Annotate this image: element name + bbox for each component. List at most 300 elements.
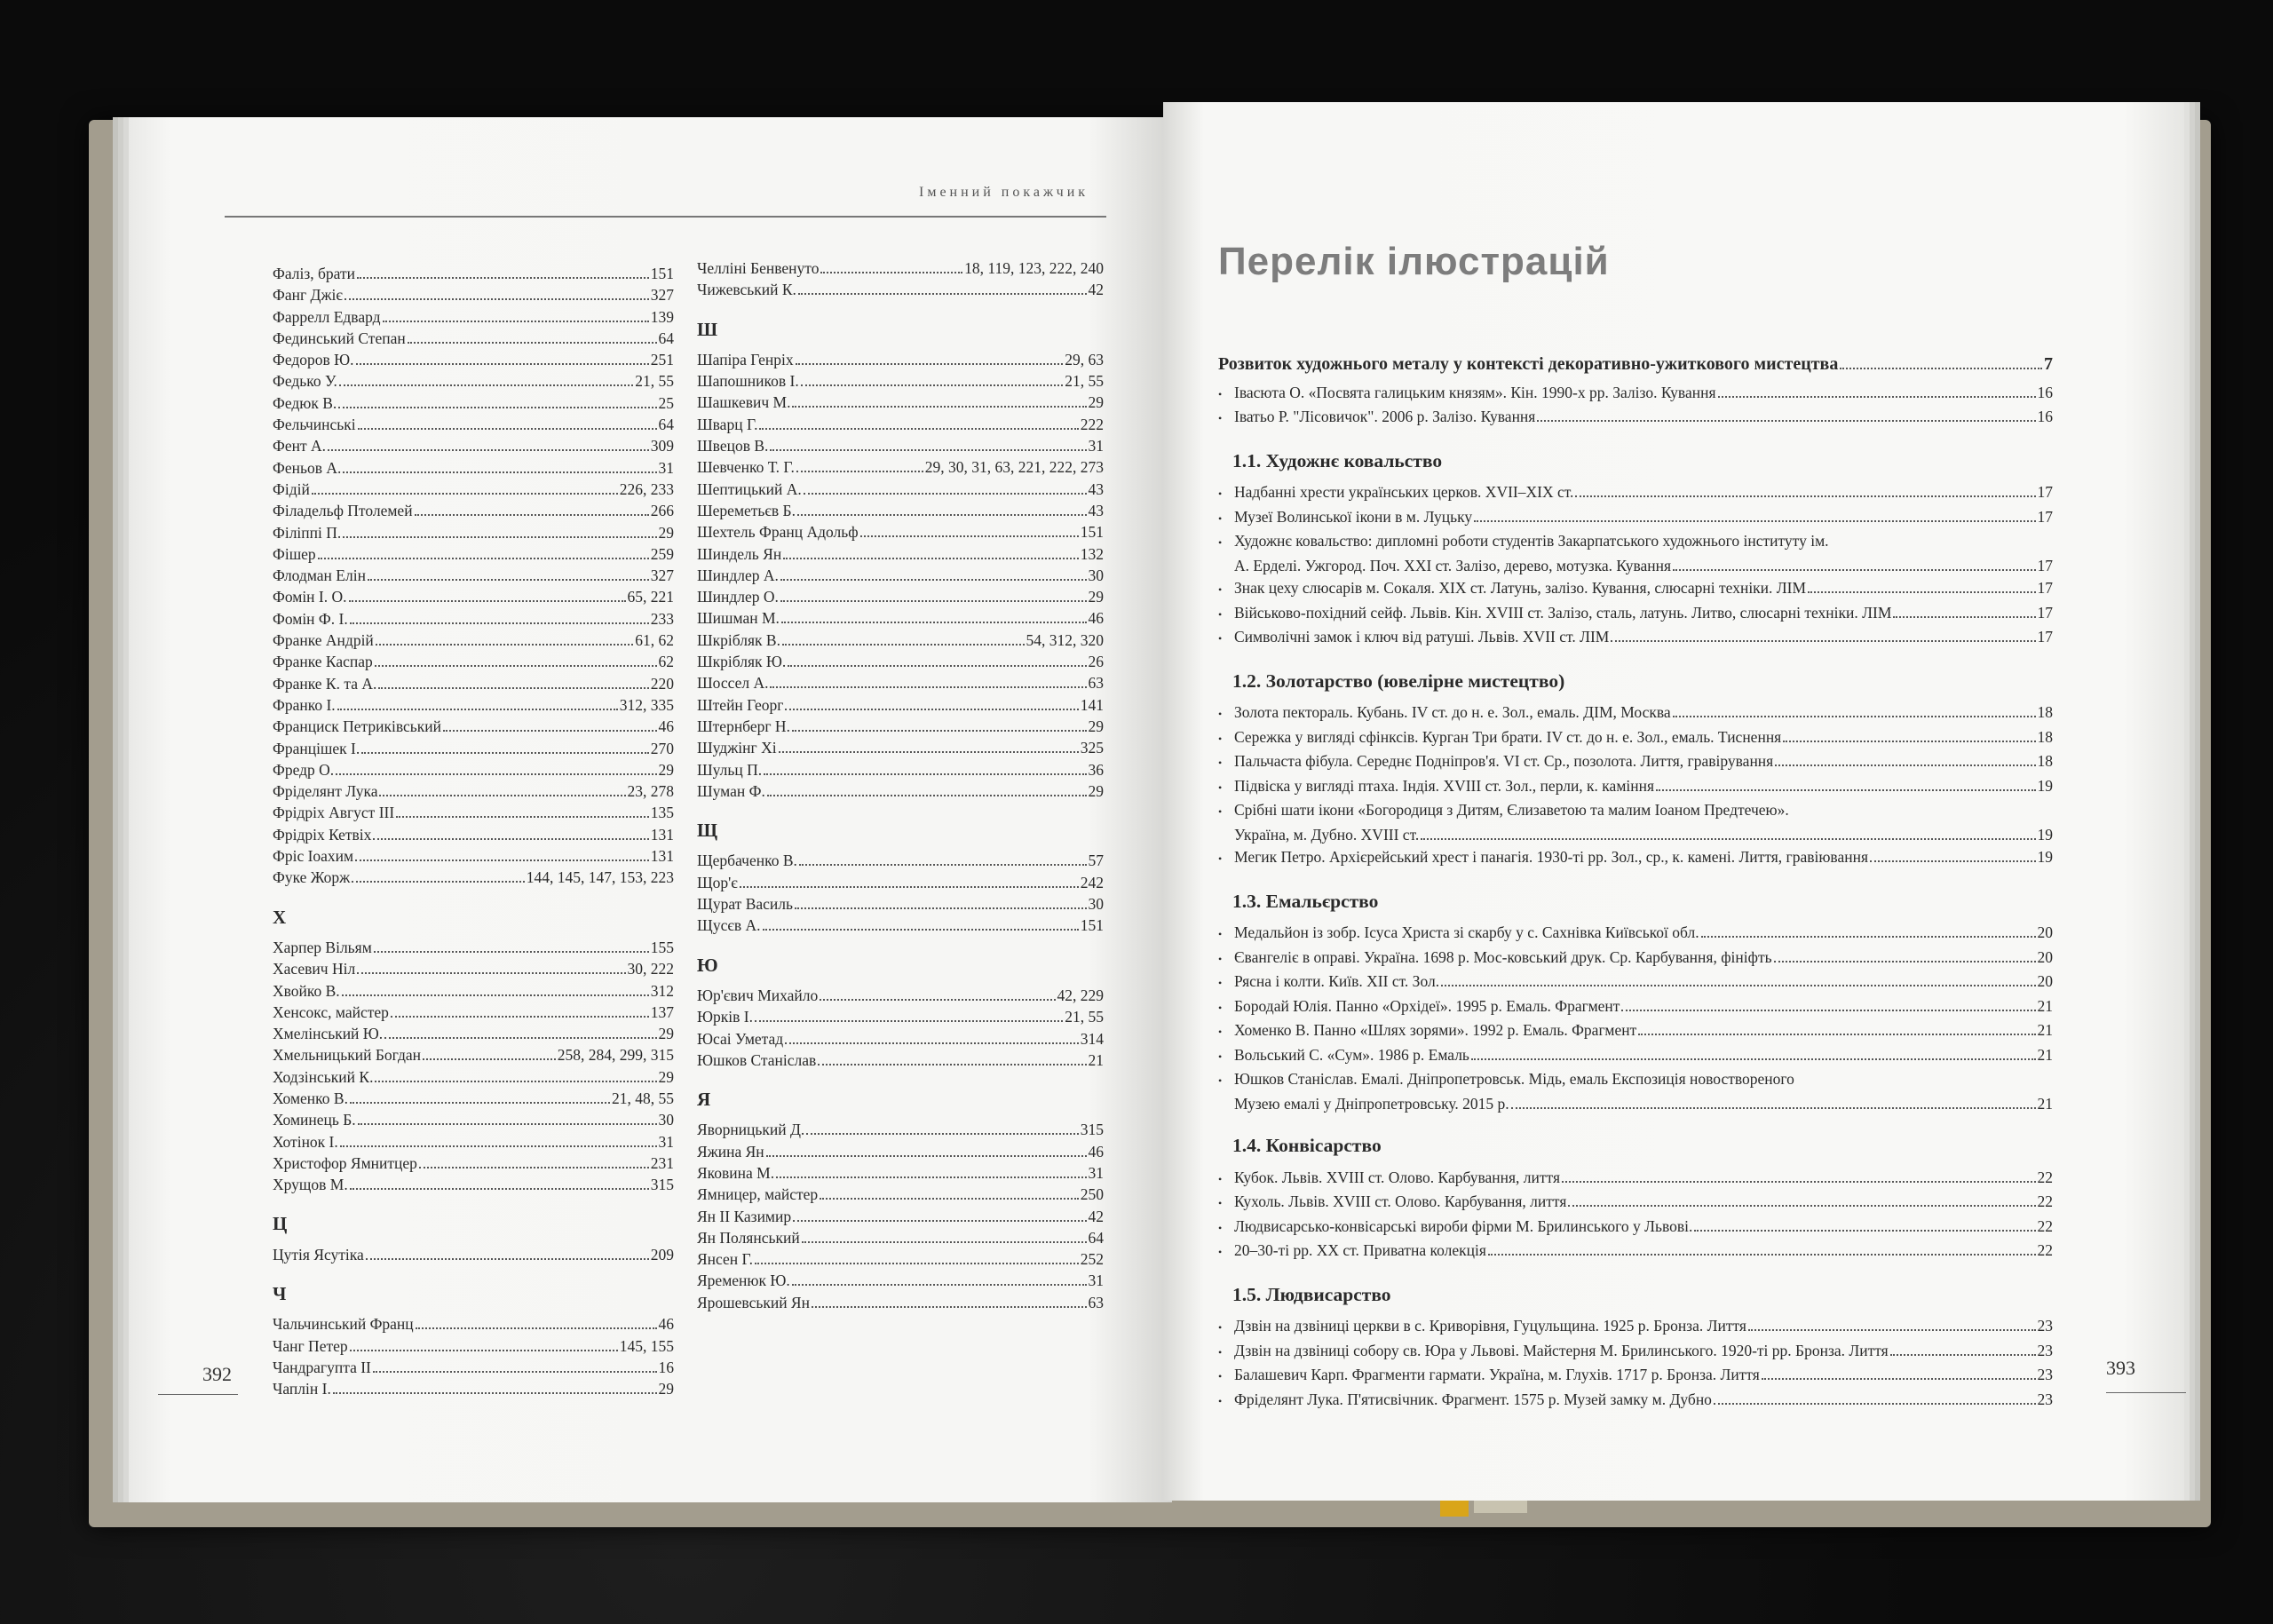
index-entry — [273, 457, 674, 479]
index-entry — [273, 1378, 674, 1399]
item-text: Євангеліє в оправі. Україна. 1698 р. Мос-ковський друк. Ср. Карбування, фініфть — [1234, 947, 1772, 966]
item-text: Військово-похідний сейф. Львів. Кін. XVIII ст. Залізо, сталь, латунь. Литво, слюсарні техніки. ЛІМ — [1234, 603, 1892, 622]
dot-leader — [375, 665, 657, 667]
entry-name: Шашкевич М. — [697, 393, 791, 412]
entry-pages: 141 — [1080, 695, 1104, 714]
item-page: 18 — [2037, 703, 2053, 721]
item-line — [1218, 799, 2053, 824]
dot-leader — [366, 1258, 649, 1260]
entry-pages: 259 — [650, 544, 674, 563]
illustrations-list — [1218, 353, 2053, 1413]
item-text: Івасюта О. «Посвята галицьким князям». Кін. 1990-х рр. Залізо. Кування — [1234, 383, 1716, 401]
illustration-item — [1218, 382, 2053, 407]
index-entry — [273, 845, 674, 867]
illustration-item — [1218, 602, 2053, 627]
dot-leader — [1421, 838, 2035, 840]
dot-leader — [1656, 789, 2035, 791]
entry-pages: 270 — [650, 739, 674, 757]
index-entry — [697, 915, 1104, 936]
index-column-1 — [273, 263, 674, 1400]
item-page: 20 — [2037, 923, 2053, 941]
bullet-icon: • — [1218, 928, 1223, 940]
item-text: Знак цеху слюсарів м. Сокаля. XIX ст. Латунь, залізо. Кування, слюсарні техніки. ЛІМ — [1234, 579, 1807, 597]
item-page: 21 — [2037, 1021, 2053, 1039]
item-text: Підвіска у вигляді птаха. Індія. XVIII ст. Зол., перли, к. каміння — [1234, 776, 1655, 795]
dot-leader — [342, 994, 649, 996]
entry-name: Штейн Георг — [697, 695, 784, 714]
index-entry — [697, 586, 1104, 607]
entry-name: Чандрагупта ІІ — [273, 1358, 371, 1376]
entry-name: Цутія Ясутіка — [273, 1245, 364, 1264]
dot-leader — [767, 795, 1087, 796]
illustration-item — [1218, 846, 2053, 871]
page-number-right: 393 — [2106, 1357, 2135, 1379]
bullet-icon: • — [1218, 487, 1223, 500]
item-page: 22 — [2037, 1192, 2053, 1210]
bullet-icon: • — [1218, 952, 1223, 965]
dot-leader — [339, 384, 633, 386]
entry-name: Фріделянт Лука — [273, 782, 378, 801]
dot-leader — [782, 644, 1025, 646]
dot-leader — [1638, 1034, 2035, 1035]
bullet-icon: • — [1218, 1001, 1223, 1014]
dot-leader — [1621, 1010, 2035, 1011]
entry-name: Шварц Г. — [697, 415, 758, 433]
index-entry — [697, 607, 1104, 629]
dot-leader — [419, 1167, 649, 1168]
bullet-icon: • — [1218, 757, 1223, 769]
entry-pages: 29 — [658, 760, 674, 779]
index-entry — [697, 1141, 1104, 1162]
item-text: Художнє ковальство: дипломні роботи студентів Закарпатського художнього інституту ім. — [1234, 532, 1829, 550]
dot-leader — [343, 471, 656, 473]
dot-leader — [384, 1037, 656, 1039]
entry-pages: 46 — [1088, 609, 1104, 628]
entry-name: Франке К. та А. — [273, 674, 377, 693]
index-entry — [697, 543, 1104, 565]
dot-leader — [318, 558, 649, 559]
entry-pages: 21, 48, 55 — [612, 1089, 674, 1107]
index-entry — [697, 630, 1104, 651]
dot-leader — [443, 730, 657, 732]
index-entry — [697, 694, 1104, 716]
entry-name: Хасевич Ніл — [273, 960, 356, 978]
index-entry — [697, 651, 1104, 672]
entry-pages: 64 — [658, 416, 674, 434]
index-entry — [273, 370, 674, 392]
item-text: Срібні шати ікони «Богородиця з Дитям, Єлизаветою та малим Іоаном Предтечею». — [1234, 801, 1789, 819]
dot-leader — [1568, 1205, 2035, 1207]
bullet-icon: • — [1218, 780, 1223, 794]
entry-name: Шевченко Т. Г. — [697, 458, 795, 477]
dot-leader — [792, 730, 1087, 732]
index-entry — [273, 263, 674, 284]
item-text: 20–30-ті рр. XX ст. Приватна колекція — [1234, 1241, 1486, 1259]
bullet-icon: • — [1218, 1197, 1223, 1209]
dot-leader — [356, 363, 649, 365]
entry-name: Фуке Жорж — [273, 868, 351, 887]
index-entry — [697, 1227, 1104, 1248]
entry-pages: 251 — [650, 351, 674, 369]
dot-leader — [780, 579, 1087, 581]
bullet-icon: • — [1218, 607, 1223, 621]
dot-leader — [423, 1058, 556, 1060]
illustration-item — [1218, 1216, 2053, 1240]
index-entry — [273, 867, 674, 888]
bullet-icon: • — [1218, 805, 1223, 818]
entry-name: Ян Полянський — [697, 1228, 800, 1247]
entry-name: Федюк В. — [273, 393, 337, 412]
dot-leader — [1893, 616, 2035, 618]
dot-leader — [361, 752, 648, 754]
dot-leader — [1562, 1181, 2035, 1183]
entry-name: Яжина Ян — [697, 1142, 764, 1161]
entry-name: Фединський Степан — [273, 329, 406, 347]
index-entry — [697, 456, 1104, 478]
index-entry — [273, 306, 674, 328]
item-page: 18 — [2037, 752, 2053, 770]
item-page: 21 — [2037, 1045, 2053, 1064]
dot-leader — [358, 1123, 657, 1125]
entry-pages: 144, 145, 147, 153, 223 — [526, 868, 674, 887]
item-page: 19 — [2037, 776, 2053, 795]
dot-leader — [770, 686, 1086, 688]
dot-leader — [376, 644, 633, 646]
entry-name: Юсаі Уметад — [697, 1029, 784, 1048]
entry-pages: 312 — [650, 981, 674, 1000]
index-entry — [273, 1335, 674, 1357]
illustration-item — [1218, 406, 2053, 431]
index-entry — [273, 1131, 674, 1153]
entry-pages: 226, 233 — [619, 479, 674, 498]
illustration-item — [1218, 970, 2053, 995]
entry-name: Шиндлер А. — [697, 566, 779, 584]
entry-name: Шкрібляк В. — [697, 630, 780, 649]
index-entry — [273, 780, 674, 802]
entry-name: Федоров Ю. — [273, 351, 354, 369]
index-entry — [697, 985, 1104, 1006]
entry-name: Щусєв А. — [697, 916, 761, 935]
bookmark-ribbon — [1440, 1501, 1469, 1517]
illustration-item — [1218, 626, 2053, 651]
index-entry — [697, 1248, 1104, 1270]
entry-pages: 29 — [658, 1380, 674, 1398]
item-page: 17 — [2037, 483, 2053, 501]
index-entry — [697, 1006, 1104, 1027]
illustration-item — [1218, 947, 2053, 971]
entry-pages: 46 — [658, 1315, 674, 1334]
headband — [1474, 1501, 1527, 1513]
bullet-icon: • — [1218, 1321, 1223, 1334]
item-page: 23 — [2037, 1366, 2053, 1383]
index-entry — [697, 1119, 1104, 1140]
dot-leader — [798, 293, 1087, 295]
illustration-item — [1218, 750, 2053, 775]
index-entry — [273, 651, 674, 672]
index-entry — [697, 435, 1104, 456]
entry-name: Щор'є — [697, 873, 738, 891]
entry-name: Фент А. — [273, 437, 326, 456]
entry-pages: 233 — [650, 609, 674, 628]
dot-leader — [1474, 520, 2035, 522]
entry-pages: 16 — [658, 1358, 674, 1376]
entry-name: Шоссел А. — [697, 674, 769, 693]
index-entry — [697, 349, 1104, 370]
entry-name: Фанг Джіє — [273, 286, 343, 305]
entry-pages: 327 — [650, 286, 674, 305]
index-entry — [273, 630, 674, 651]
bullet-icon: • — [1218, 1394, 1223, 1407]
entry-pages: 43 — [1088, 479, 1104, 498]
index-entry — [697, 257, 1104, 279]
item-text: Дзвін на дзвіниці собору св. Юра у Львові. Майстерня М. Брилинського. 1920-ті рр. Бронза. Лиття — [1234, 1341, 1889, 1359]
entry-name: Федько У. — [273, 372, 337, 391]
entry-pages: 250 — [1080, 1185, 1104, 1204]
index-entry — [697, 1162, 1104, 1184]
index-entry — [273, 1088, 674, 1109]
dot-leader — [1762, 1378, 2036, 1380]
index-letter-heading: Щ — [697, 820, 718, 842]
entry-name: Ян ІІ Казимир — [697, 1207, 792, 1225]
index-entry — [273, 586, 674, 607]
entry-name: Фідій — [273, 479, 310, 498]
item-text: Фріделянт Лука. П'ятисвічник. Фрагмент. 1575 р. Музей замку м. Дубно — [1234, 1390, 1712, 1408]
bullet-icon: • — [1218, 1026, 1223, 1038]
dot-leader — [350, 1102, 610, 1104]
entry-name: Фомін І. О. — [273, 588, 347, 606]
item-page: 23 — [2037, 1317, 2053, 1335]
bullet-icon: • — [1218, 708, 1223, 720]
illustration-item — [1218, 1167, 2053, 1192]
dot-leader — [336, 773, 656, 775]
entry-name: Хоменко В. — [273, 1089, 348, 1107]
section-heading: 1.4. Конвісарство — [1232, 1135, 1382, 1156]
entry-name: Яковина М. — [697, 1163, 775, 1182]
entry-name: Чаплін І. — [273, 1380, 331, 1398]
index-entry — [697, 370, 1104, 392]
dot-leader — [766, 1155, 1087, 1157]
dot-leader — [312, 493, 618, 495]
item-text: Кубок. Львів. XVIII ст. Олово. Карбування, лиття — [1234, 1168, 1561, 1186]
main-heading — [1218, 353, 2053, 376]
dot-leader — [1537, 420, 2035, 422]
entry-pages: 131 — [650, 847, 674, 866]
bullet-icon: • — [1218, 412, 1223, 424]
entry-pages: 21, 55 — [1065, 1008, 1104, 1026]
index-entry — [697, 872, 1104, 893]
dot-leader — [357, 972, 625, 974]
item-page: 21 — [2037, 996, 2053, 1015]
item-page: 22 — [2037, 1216, 2053, 1235]
dot-leader — [763, 929, 1079, 931]
dot-leader — [812, 1306, 1087, 1308]
index-letter-heading: Ю — [697, 954, 718, 976]
bullet-icon: • — [1218, 387, 1223, 400]
entry-name: Феньов А. — [273, 458, 342, 477]
entry-pages: 18, 119, 123, 222, 240 — [964, 259, 1104, 277]
entry-name: Фредр О. — [273, 760, 335, 779]
dot-leader — [799, 864, 1087, 866]
bullet-icon: • — [1218, 1370, 1223, 1382]
entry-pages: 64 — [658, 329, 674, 347]
dot-leader — [796, 363, 1064, 365]
item-text: Вольський С. «Сум». 1986 р. Емаль — [1234, 1045, 1469, 1064]
dot-leader — [343, 536, 656, 538]
bullet-icon: • — [1218, 1074, 1223, 1087]
dot-leader — [820, 999, 1055, 1001]
page-number-left: 392 — [202, 1363, 232, 1385]
dot-leader — [1714, 1403, 2036, 1405]
dot-leader — [338, 407, 656, 408]
dot-leader — [1701, 936, 2036, 938]
item-page: 17 — [2037, 628, 2053, 646]
index-entry — [273, 522, 674, 543]
entry-name: Щербаченко В. — [697, 852, 797, 870]
dot-leader — [1808, 591, 2035, 593]
dot-leader — [1575, 495, 2035, 497]
index-entry — [697, 672, 1104, 693]
entry-name: Швецов В. — [697, 437, 769, 456]
dot-leader — [770, 449, 1086, 451]
entry-name: Харпер Вільям — [273, 938, 372, 956]
illustration-item — [1218, 1068, 2053, 1115]
dot-leader — [383, 321, 649, 322]
dot-leader — [333, 1392, 657, 1394]
entry-pages: 309 — [650, 437, 674, 456]
entry-pages: 46 — [1088, 1142, 1104, 1161]
dot-leader — [373, 838, 648, 840]
dot-leader — [740, 886, 1079, 888]
index-entry — [697, 392, 1104, 413]
dot-leader — [1774, 961, 2036, 963]
item-text: Дзвін на дзвіниці церкви в с. Криворівня, Гуцульщина. 1925 р. Бронза. Лиття — [1234, 1317, 1746, 1335]
dot-leader — [764, 773, 1086, 775]
item-text-continued: Музею емалі у Дніпропетровську. 2015 р. — [1234, 1094, 1509, 1113]
bullet-icon: • — [1218, 977, 1223, 989]
index-entry — [273, 802, 674, 823]
entry-name: Хотінок І. — [273, 1132, 338, 1151]
item-text: Кухоль. Львів. XVIII ст. Олово. Карбування, лиття — [1234, 1192, 1567, 1210]
entry-pages: 31 — [1088, 437, 1104, 456]
entry-name: Франке Андрій — [273, 631, 374, 650]
entry-name: Шиндель Ян — [697, 544, 782, 563]
entry-name: Штернберг Н. — [697, 717, 790, 735]
dot-leader — [415, 514, 649, 516]
dot-leader — [1673, 569, 2035, 571]
index-entry — [273, 937, 674, 958]
entry-name: Філадельф Птолемей — [273, 502, 413, 520]
dot-leader — [1775, 764, 2035, 766]
entry-name: Челліні Бенвенуто — [697, 259, 820, 277]
entry-pages: 242 — [1080, 873, 1104, 891]
index-entry — [697, 500, 1104, 521]
entry-name: Ходзінський К. — [273, 1067, 374, 1086]
dot-leader — [792, 406, 1086, 408]
dot-leader — [391, 1016, 649, 1018]
index-entry — [273, 673, 674, 694]
illustration-item — [1218, 481, 2053, 506]
dot-leader — [860, 535, 1079, 537]
index-entry — [273, 1153, 674, 1174]
illustration-item — [1218, 1019, 2053, 1044]
index-entry — [273, 608, 674, 630]
index-entry — [273, 392, 674, 414]
item-line — [1218, 824, 2053, 847]
entry-name: Франко І. — [273, 695, 336, 714]
dot-leader — [379, 795, 625, 796]
entry-pages: 36 — [1088, 760, 1104, 779]
entry-pages: 29, 63 — [1065, 350, 1104, 368]
entry-pages: 29 — [658, 1025, 674, 1043]
item-page: 17 — [2037, 579, 2053, 597]
index-letter-heading: Х — [273, 906, 287, 928]
item-line — [1218, 530, 2053, 555]
bullet-icon: • — [1218, 852, 1223, 865]
bullet-icon: • — [1218, 1172, 1223, 1185]
section-heading: 1.2. Золотарство (ювелірне мистецтво) — [1232, 669, 1565, 692]
entry-pages: 30 — [658, 1111, 674, 1129]
index-entry — [697, 479, 1104, 500]
index-entry — [273, 479, 674, 500]
dot-leader — [1673, 716, 2036, 717]
dot-leader — [793, 1220, 1086, 1222]
entry-pages: 151 — [1080, 916, 1104, 935]
index-entry — [273, 980, 674, 1002]
entry-pages: 139 — [650, 307, 674, 326]
index-entry — [273, 694, 674, 716]
entry-name: Шульц П. — [697, 760, 763, 779]
entry-name: Фрідріх Кетвіх — [273, 825, 372, 844]
dot-leader — [350, 1188, 649, 1190]
index-entry — [273, 284, 674, 305]
illustration-item — [1218, 1315, 2053, 1340]
index-letter-heading: Ш — [697, 318, 718, 340]
entry-name: Шиндлер О. — [697, 588, 779, 606]
index-entry — [697, 737, 1104, 758]
dot-leader — [792, 1284, 1087, 1286]
index-entry — [273, 1357, 674, 1378]
entry-pages: 21 — [1088, 1050, 1104, 1069]
entry-name: Янсен Г. — [697, 1250, 754, 1269]
index-entry — [273, 958, 674, 979]
entry-pages: 64 — [1088, 1228, 1104, 1247]
item-text: Пальчаста фібула. Середнє Подніпров'я. VI ст. Ср., позолота. Лиття, гравірування — [1234, 752, 1774, 770]
entry-pages: 266 — [650, 502, 674, 520]
item-page: 16 — [2037, 383, 2053, 401]
dot-leader — [1840, 368, 2042, 369]
bullet-icon: • — [1218, 536, 1223, 549]
entry-pages: 26 — [1088, 653, 1104, 671]
entry-name: Франке Каспар — [273, 653, 373, 671]
entry-name: Фельчинські — [273, 416, 356, 434]
bullet-icon: • — [1218, 632, 1223, 645]
illustration-item — [1218, 922, 2053, 947]
item-text: Юшков Станіслав. Емалі. Дніпропетровськ. Мідь, емаль Експозиція новоствореного — [1234, 1070, 1794, 1088]
index-letter-heading: Ц — [273, 1213, 288, 1235]
entry-pages: 30, 222 — [627, 960, 674, 978]
entry-pages: 220 — [650, 674, 674, 693]
entry-name: Шкрібляк Ю. — [697, 653, 787, 671]
dot-leader — [759, 428, 1078, 430]
dot-leader — [797, 514, 1087, 516]
entry-name: Філіппі П. — [273, 523, 342, 542]
entry-pages: 63 — [1088, 1293, 1104, 1311]
entry-pages: 252 — [1080, 1250, 1104, 1269]
entry-name: Юр'євич Михайло — [697, 986, 819, 1004]
index-entry — [697, 414, 1104, 435]
entry-pages: 43 — [1088, 501, 1104, 519]
entry-pages: 231 — [650, 1153, 674, 1172]
